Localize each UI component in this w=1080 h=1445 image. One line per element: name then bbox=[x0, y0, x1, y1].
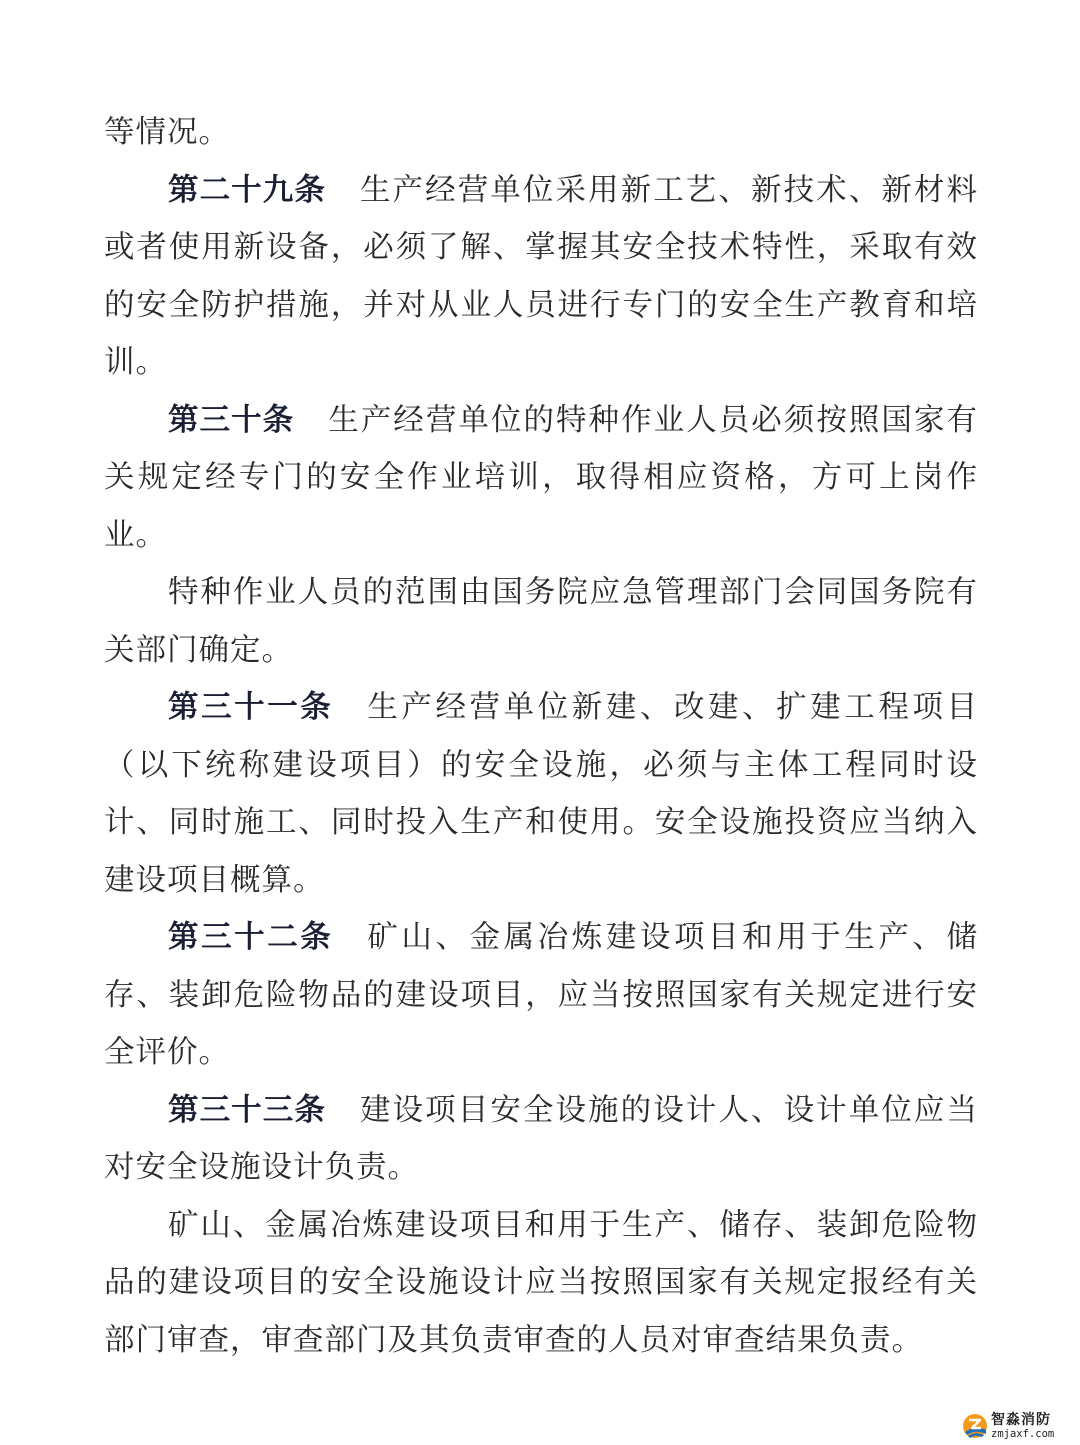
paragraph-article-29 bbox=[104, 162, 978, 392]
paragraph-article-33 bbox=[104, 1082, 978, 1197]
watermark-url: zmjaxf.com bbox=[991, 1427, 1055, 1440]
paragraph-text: 等情况。 bbox=[104, 115, 230, 150]
article-number: 第三十三条 bbox=[168, 1092, 326, 1128]
paragraph-text: 矿山、金属冶炼建设项目和用于生产、储存、装卸危险物品的建设项目的安全设施设计应当按照国家有关规定报经有关部门审查，审查部门及其负责审查的人员对审查结果负责。 bbox=[104, 1207, 978, 1358]
paragraph-text: 特种作业人员的范围由国务院应急管理部门会同国务院有关部门确定。 bbox=[104, 575, 978, 668]
zmjaxf-logo-icon bbox=[962, 1413, 988, 1439]
paragraph-article-31 bbox=[104, 679, 978, 909]
article-number: 第三十二条 bbox=[168, 920, 334, 955]
article-number: 第二十九条 bbox=[168, 172, 326, 208]
watermark-name: 智淼消防 bbox=[991, 1411, 1051, 1428]
watermark bbox=[962, 1410, 1078, 1442]
paragraph-article-30 bbox=[104, 392, 978, 565]
paragraph-text: 生产经营单位采用新工艺、新技术、新材料或者使用新设备，必须了解、掌握其安全技术特性，采取有效的安全防护措施，并对从业人员进行专门的安全生产教育和培训。 bbox=[104, 172, 979, 380]
paragraph-article-33-clause-2 bbox=[104, 1197, 978, 1370]
article-number: 第三十一条 bbox=[168, 690, 334, 725]
paragraph-text: 建设项目安全设施的设计人、设计单位应当对安全设施设计负责。 bbox=[104, 1092, 979, 1185]
document-body bbox=[104, 104, 978, 1369]
paragraph-text: 生产经营单位新建、改建、扩建工程项目（以下统称建设项目）的安全设施，必须与主体工程同时设计、同时施工、同时投入生产和使用。安全设施投资应当纳入建设项目概算。 bbox=[104, 690, 979, 898]
paragraph-0 bbox=[104, 104, 978, 162]
paragraph-article-32 bbox=[104, 909, 978, 1082]
paragraph-text: 生产经营单位的特种作业人员必须按照国家有关规定经专门的安全作业培训，取得相应资格，方可上岗作业。 bbox=[104, 402, 979, 553]
paragraph-text: 矿山、金属冶炼建设项目和用于生产、储存、装卸危险物品的建设项目，应当按照国家有关规定进行安全评价。 bbox=[104, 920, 979, 1070]
paragraph-article-30-clause-2 bbox=[104, 564, 978, 679]
article-number: 第三十条 bbox=[168, 402, 295, 438]
